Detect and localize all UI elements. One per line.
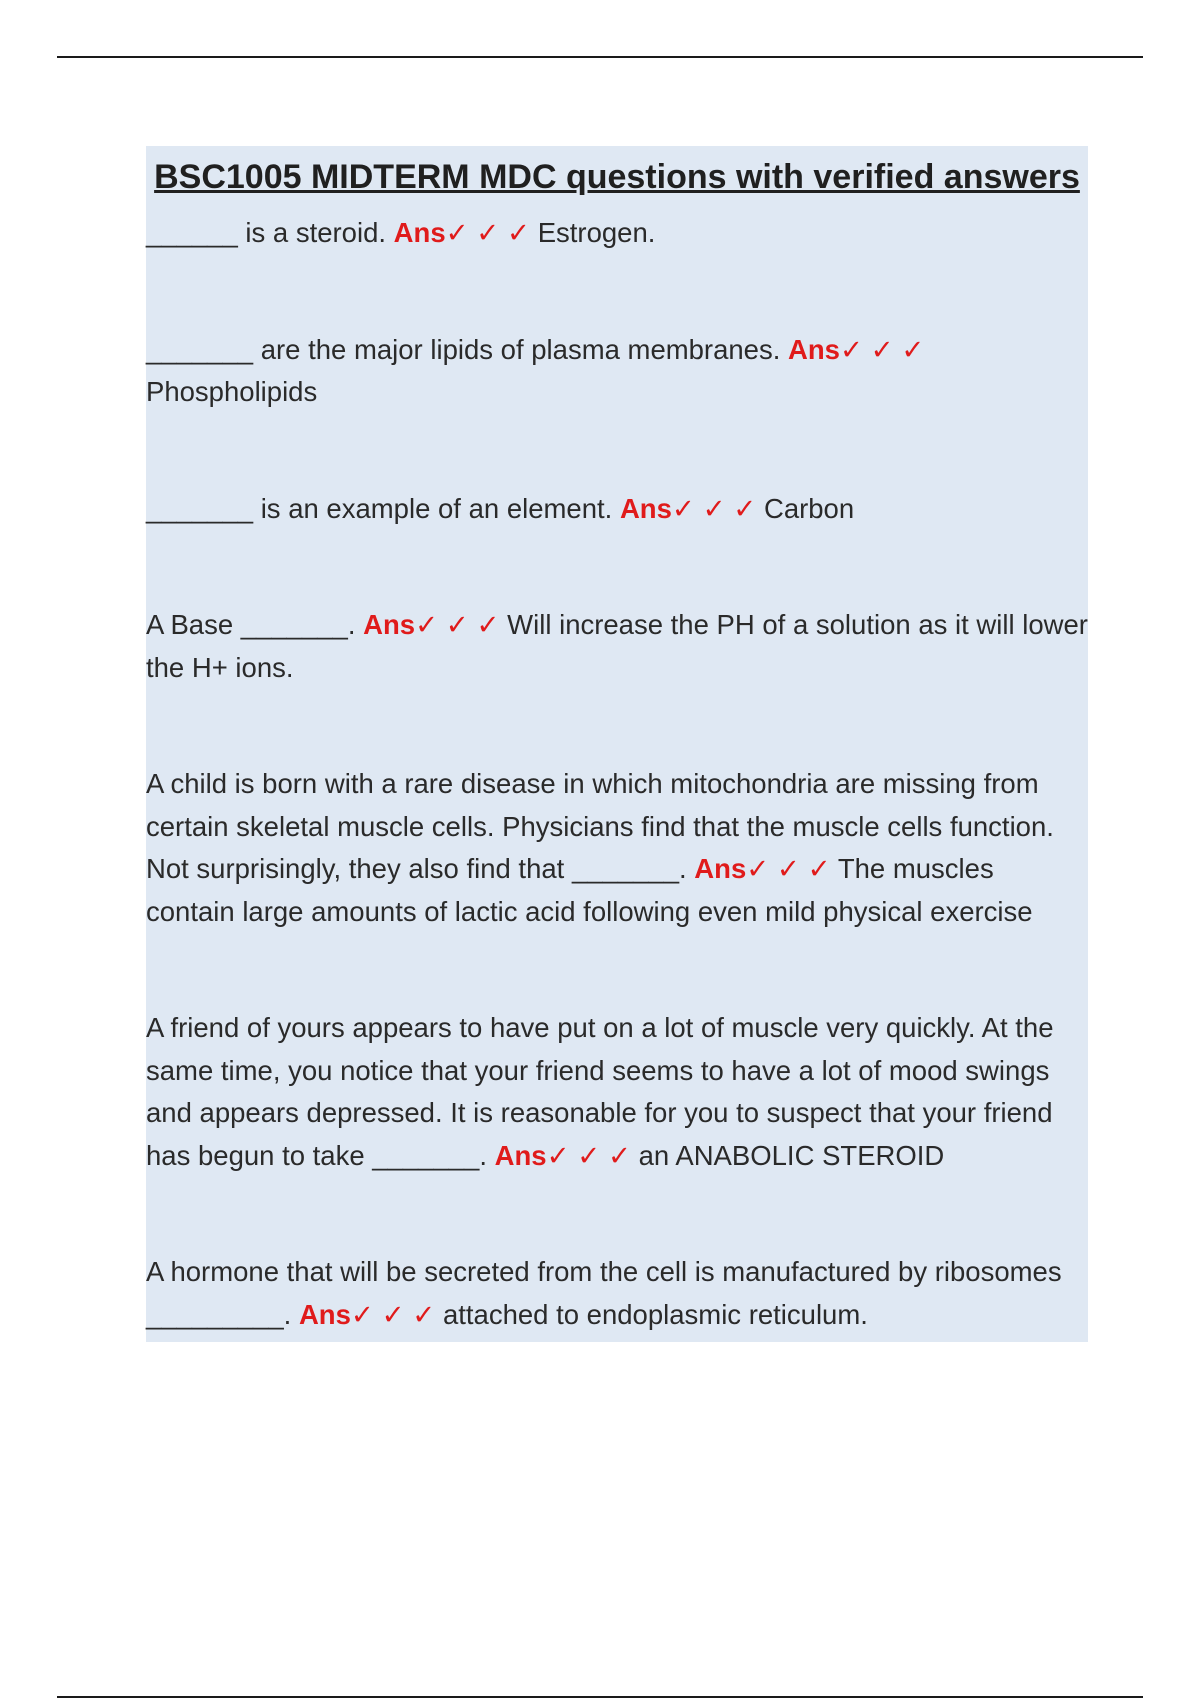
bottom-rule	[57, 1696, 1143, 1698]
question-text: ______ is a steroid.	[146, 217, 387, 248]
qa-item	[146, 763, 1088, 933]
check-marks: ✓ ✓ ✓	[746, 853, 831, 884]
top-rule	[57, 56, 1143, 58]
answer-label: Ans	[694, 853, 747, 884]
document-title: BSC1005 MIDTERM MDC questions with verified answers	[154, 158, 1080, 196]
answer-label: Ans	[298, 1298, 351, 1330]
qa-item	[146, 1251, 1088, 1336]
question-text: _______ are the major lipids of plasma membranes.	[146, 333, 781, 365]
answer-text: Will increase the PH of a solution as it will lower the H+ ions.	[146, 609, 1088, 683]
qa-item	[146, 488, 1088, 531]
question-text: _______ is an example of an element.	[146, 492, 613, 524]
qa-item	[146, 1007, 1088, 1177]
qa-item	[146, 212, 1088, 255]
answer-text: an ANABOLIC STEROID	[638, 1139, 945, 1171]
answer-text: Phospholipids	[146, 376, 318, 407]
document-body	[146, 146, 1088, 1342]
check-marks: ✓ ✓ ✓	[415, 609, 500, 640]
answer-text: Carbon	[763, 492, 855, 524]
answer-text: attached to endoplasmic reticulum.	[442, 1298, 868, 1330]
answer-label: Ans	[494, 1139, 547, 1171]
answer-label: Ans	[619, 492, 672, 524]
check-marks: ✓ ✓ ✓	[445, 217, 531, 248]
check-marks: ✓ ✓ ✓	[671, 492, 757, 524]
check-marks: ✓ ✓ ✓	[546, 1139, 631, 1171]
answer-text: The muscles contain large amounts of lactic acid following even mild physical exercise	[146, 853, 1033, 927]
check-marks: ✓ ✓ ✓	[839, 333, 925, 365]
question-text: A Base _______.	[146, 609, 356, 640]
answer-label: Ans	[788, 333, 840, 365]
question-text: A hormone that will be secreted from the cell is manufactured by ribosomes _________.	[146, 1256, 1062, 1330]
answer-label: Ans	[363, 609, 416, 640]
answer-label: Ans	[393, 217, 446, 248]
answer-text: Estrogen.	[537, 217, 656, 248]
question-text: A child is born with a rare disease in which mitochondria are missing from certain skeletal muscle cells. Physicians find that the muscle cells function. Not surprisingly, they also find that _______.	[146, 768, 1054, 884]
qa-item	[146, 329, 1088, 414]
qa-item	[146, 604, 1088, 689]
question-text: A friend of yours appears to have put on a lot of muscle very quickly. At the same time, you notice that your friend seems to have a lot of mood swings and appears depressed. It is reasonable for you to suspect that your friend has begun to take _______.	[146, 1012, 1054, 1171]
check-marks: ✓ ✓ ✓	[350, 1298, 436, 1330]
